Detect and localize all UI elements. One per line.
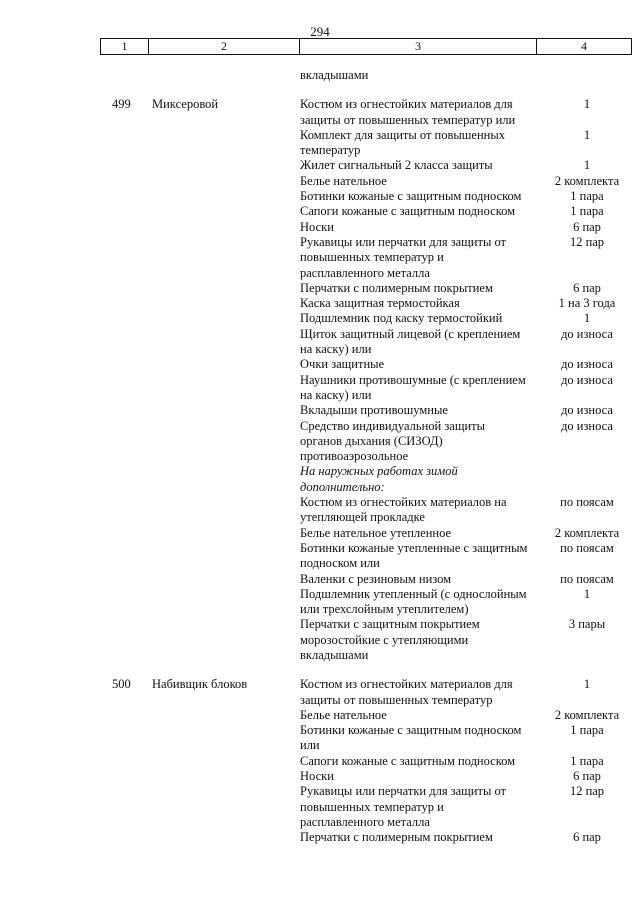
table-row [0,97,640,128]
item-name: Жилет сигнальный 2 класса защиты [300,158,493,173]
item-quantity: 1 пара [570,753,604,768]
item-quantity: по поясам [560,495,614,510]
table-row [0,526,640,541]
item-name: Рукавицы или перчатки для защиты от повышенных температур и расплавленного металла [300,234,507,280]
profession-name: Миксеровой [152,97,219,112]
table-row [0,281,640,296]
item-quantity: 1 [583,97,591,112]
table-row [0,572,640,587]
item-quantity: по поясам [560,571,614,586]
item-name: Средство индивидуальной защиты органов дыхания (СИЗОД) противоаэрозольное [300,418,486,464]
item-quantity: 6 пар [573,769,601,784]
item-quantity: 1 пара [570,204,604,219]
item-name: Перчатки с полимерным покрытием [300,280,493,295]
item-name: Перчатки с защитным покрытием морозостойкие с утепляющими вкладышами [300,617,480,662]
table-row [0,677,640,708]
header-col-4: 4 [581,39,587,53]
table-row [0,754,640,769]
table-row [0,419,640,465]
table-row [0,708,640,723]
item-quantity: 12 пар [569,234,605,249]
item-name: Белье нательное [300,707,387,722]
page-number: 294 [310,24,330,39]
item-quantity: 1 на 3 года [558,296,616,311]
item-quantity: 6 пар [573,830,601,845]
item-name: Щиток защитный лицевой (с креплением на каску) или [300,326,521,357]
table-row [0,327,640,358]
continuation-row [0,68,640,83]
item-quantity: 1 [583,158,591,173]
item-quantity: до износа [561,403,613,418]
item-quantity: 6 пар [573,280,601,295]
table-row [0,541,640,572]
item-name: Комплект для защиты от повышенных температур [300,127,505,158]
table-row [0,204,640,219]
item-name: Белье нательное утепленное [300,525,452,540]
table-row [0,830,640,845]
table-row [0,235,640,281]
item-name: Подшлемник под каску термостойкий [300,311,503,326]
item-name: Белье нательное [300,173,387,188]
item-quantity: 6 пар [573,219,601,234]
item-name: Валенки с резиновым низом [300,571,452,586]
item-name: Костюм из огнестойких материалов на утепляющей прокладке [300,495,507,525]
table-row [0,784,640,830]
table-row [0,158,640,173]
item-quantity: 1 [583,127,591,142]
table-row [0,220,640,235]
row-number: 500 [112,677,131,692]
table-row [0,189,640,204]
item-quantity: 2 комплекта [554,525,620,540]
header-col-3: 3 [300,39,537,54]
item-name: Сапоги кожаные с защитным подноском [300,204,516,219]
item-quantity: 2 комплекта [554,707,620,722]
table-row [0,723,640,754]
profession-name: Набивщик блоков [152,677,248,692]
item-name: Костюм из огнестойких материалов для защиты от повышенных температур [300,677,513,707]
item-name: Вкладыши противошумные [300,403,448,418]
item-quantity: по поясам [560,540,614,555]
item-name: Каска защитная термостойкая [300,296,460,311]
header-col-1: 1 [101,39,149,54]
item-quantity: 3 пары [568,617,606,632]
item-name: Ботинки кожаные с защитным подноском [300,189,522,204]
item-name: Рукавицы или перчатки для защиты от повышенных температур и расплавленного металла [300,784,507,829]
item-quantity: 1 [583,677,591,692]
item-quantity: 1 [583,586,591,601]
table-row [0,403,640,418]
table-row [0,769,640,784]
item-quantity: 12 пар [569,784,605,799]
item-name: Носки [300,219,334,234]
item-quantity: 2 комплекта [554,173,620,188]
table-row [0,357,640,372]
table-row [0,617,640,663]
item-name: Костюм из огнестойких материалов для защиты от повышенных температур или [300,97,516,127]
table-row [0,495,640,526]
item-name: Наушники противошумные (с креплением на каску) или [300,372,526,402]
header-col-2: 2 [149,39,300,54]
table-row [0,128,640,159]
item-quantity: до износа [561,418,613,433]
item-name: Ботинки кожаные утепленные с защитным подноском или [300,540,528,571]
item-name: Очки защитные [300,357,385,372]
table-row [0,296,640,311]
table-row [0,587,640,618]
table-row [0,174,640,189]
item-name: На наружных работах зимой дополнительно: [300,464,458,494]
table-header [100,38,632,55]
table-row [0,373,640,404]
item-quantity: 1 [583,311,591,326]
item-quantity: до износа [561,326,613,341]
row-number: 499 [112,97,131,112]
item-name: Перчатки с полимерным покрытием [300,830,493,845]
item-name: Сапоги кожаные с защитным подноском [300,753,516,768]
table-row [0,464,640,495]
item-quantity: 1 пара [570,723,604,738]
item-name: Подшлемник утепленный (с однослойным или трехслойным утеплителем) [300,586,527,617]
table-row [0,311,640,326]
item-quantity: 1 пара [570,189,604,204]
continuation-text: вкладышами [300,68,369,82]
item-quantity: до износа [561,357,613,372]
item-quantity: до износа [561,372,613,387]
item-name: Носки [300,769,334,784]
table-body [0,68,640,860]
item-name: Ботинки кожаные с защитным подноском или [300,723,522,753]
